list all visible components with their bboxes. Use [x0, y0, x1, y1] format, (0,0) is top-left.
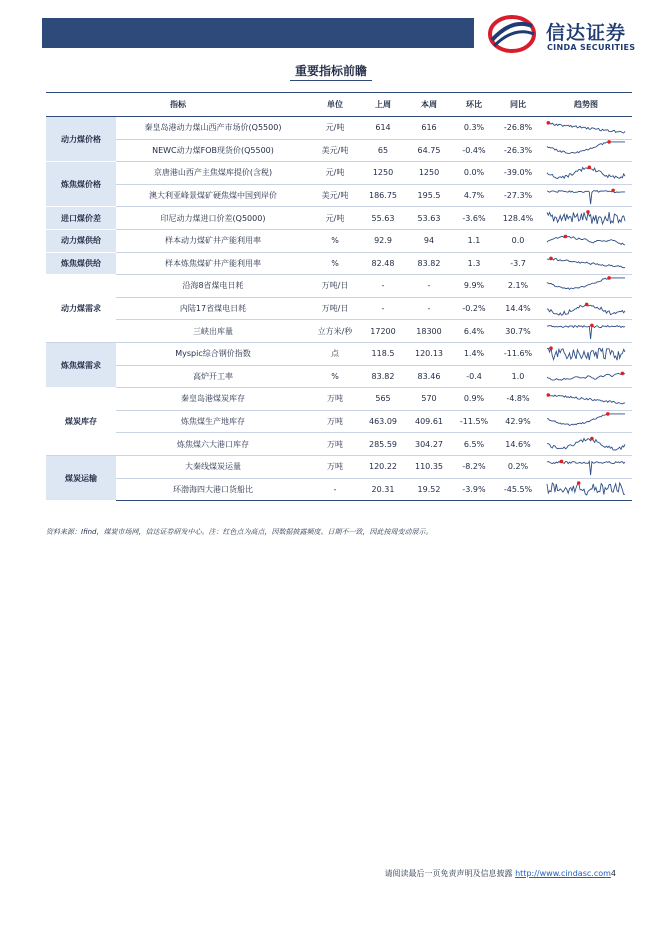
trend-cell	[540, 478, 632, 501]
trend-peak-marker	[586, 210, 590, 214]
indicator-name: 高炉开工率	[116, 365, 310, 388]
table-row	[46, 388, 632, 411]
unit-cell: %	[310, 365, 360, 388]
this-week-value: 53.63	[406, 207, 452, 230]
trend-sparkline	[546, 344, 626, 364]
trend-line	[547, 413, 625, 425]
yoy-change: 128.4%	[496, 207, 540, 230]
category-cell: 动力煤需求	[46, 275, 116, 343]
header-unit: 单位	[310, 93, 360, 117]
last-week-value: 186.75	[360, 184, 406, 207]
trend-cell	[540, 365, 632, 388]
trend-sparkline	[546, 321, 626, 341]
indicator-name: 秦皇岛港煤炭库存	[116, 388, 310, 411]
table-row	[46, 410, 632, 433]
trend-peak-marker	[560, 459, 564, 463]
wow-change: -8.2%	[452, 455, 496, 478]
trend-peak-marker	[611, 188, 615, 192]
table-header-row	[46, 93, 632, 117]
table-row	[46, 229, 632, 252]
unit-cell: %	[310, 229, 360, 252]
trend-peak-marker	[549, 346, 553, 350]
indicator-table-wrap	[46, 92, 632, 501]
wow-change: 1.4%	[452, 342, 496, 365]
category-cell: 动力煤价格	[46, 117, 116, 162]
yoy-change: 14.6%	[496, 433, 540, 456]
trend-sparkline	[546, 299, 626, 319]
yoy-change: -26.8%	[496, 117, 540, 140]
wow-change: 6.4%	[452, 320, 496, 343]
trend-cell	[540, 117, 632, 140]
this-week-value: 19.52	[406, 478, 452, 501]
trend-line	[547, 190, 625, 204]
header-trend: 趋势图	[540, 93, 632, 117]
logo-mark-icon	[488, 14, 536, 54]
trend-cell	[540, 184, 632, 207]
header-wow: 环比	[452, 93, 496, 117]
table-row	[46, 455, 632, 478]
last-week-value: 17200	[360, 320, 406, 343]
trend-peak-marker	[547, 393, 551, 397]
table-row	[46, 275, 632, 298]
unit-cell: 元/吨	[310, 117, 360, 140]
indicator-name: Myspic综合钢价指数	[116, 342, 310, 365]
trend-sparkline	[546, 163, 626, 183]
trend-line	[547, 278, 625, 290]
last-week-value: 118.5	[360, 342, 406, 365]
this-week-value: 1250	[406, 162, 452, 185]
trend-cell	[540, 275, 632, 298]
this-week-value: 83.46	[406, 365, 452, 388]
trend-line	[547, 167, 625, 178]
wow-change: 1.1	[452, 229, 496, 252]
indicator-name: 澳大利亚峰景煤矿硬焦煤中国到岸价	[116, 184, 310, 207]
wow-change: -0.4%	[452, 139, 496, 162]
unit-cell: -	[310, 478, 360, 501]
trend-cell	[540, 342, 632, 365]
trend-cell	[540, 207, 632, 230]
last-week-value: 614	[360, 117, 406, 140]
header-last-week: 上周	[360, 93, 406, 117]
yoy-change: -45.5%	[496, 478, 540, 501]
category-cell: 进口煤价差	[46, 207, 116, 230]
last-week-value: 65	[360, 139, 406, 162]
this-week-value: 110.35	[406, 455, 452, 478]
last-week-value: 285.59	[360, 433, 406, 456]
trend-peak-marker	[577, 481, 581, 485]
trend-peak-marker	[606, 412, 610, 416]
table-row	[46, 139, 632, 162]
title-underline	[290, 80, 372, 81]
trend-cell	[540, 433, 632, 456]
header-yoy: 同比	[496, 93, 540, 117]
unit-cell: 万吨/日	[310, 275, 360, 298]
trend-sparkline	[546, 434, 626, 454]
header-this-week: 本周	[406, 93, 452, 117]
unit-cell: 万吨	[310, 410, 360, 433]
yoy-change: 2.1%	[496, 275, 540, 298]
unit-cell: 万吨	[310, 455, 360, 478]
table-row	[46, 297, 632, 320]
trend-sparkline	[546, 366, 626, 386]
yoy-change: -4.8%	[496, 388, 540, 411]
this-week-value: 64.75	[406, 139, 452, 162]
category-cell: 炼焦煤供给	[46, 252, 116, 275]
indicator-name: 环渤海四大港口货船比	[116, 478, 310, 501]
trend-peak-marker	[585, 302, 589, 306]
indicator-name: 印尼动力煤进口价差(Q5000)	[116, 207, 310, 230]
trend-sparkline	[546, 140, 626, 160]
yoy-change: -3.7	[496, 252, 540, 275]
trend-sparkline	[546, 276, 626, 296]
yoy-change: -39.0%	[496, 162, 540, 185]
trend-cell	[540, 388, 632, 411]
wow-change: -0.4	[452, 365, 496, 388]
unit-cell: 立方米/秒	[310, 320, 360, 343]
trend-line	[547, 326, 625, 340]
indicator-name: 秦皇岛港动力煤山西产市场价(Q5500)	[116, 117, 310, 140]
trend-line	[547, 236, 625, 245]
trend-line	[547, 212, 625, 224]
this-week-value: 570	[406, 388, 452, 411]
trend-line	[547, 395, 625, 404]
wow-change: 6.5%	[452, 433, 496, 456]
trend-cell	[540, 252, 632, 275]
this-week-value: 616	[406, 117, 452, 140]
last-week-value: 82.48	[360, 252, 406, 275]
yoy-change: 30.7%	[496, 320, 540, 343]
this-week-value: -	[406, 297, 452, 320]
yoy-change: -11.6%	[496, 342, 540, 365]
wow-change: -0.2%	[452, 297, 496, 320]
indicator-name: 样本动力煤矿井产能利用率	[116, 229, 310, 252]
table-row	[46, 252, 632, 275]
last-week-value: 83.82	[360, 365, 406, 388]
logo-text-cn: 信达证券	[546, 22, 627, 44]
table-row	[46, 320, 632, 343]
indicator-name: 内陆17省煤电日耗	[116, 297, 310, 320]
trend-sparkline	[546, 231, 626, 251]
table-row	[46, 342, 632, 365]
trend-sparkline	[546, 479, 626, 499]
trend-sparkline	[546, 208, 626, 228]
indicator-name: 样本炼焦煤矿井产能利用率	[116, 252, 310, 275]
indicator-name: 大秦线煤炭运量	[116, 455, 310, 478]
trend-line	[547, 439, 625, 451]
wow-change: 0.3%	[452, 117, 496, 140]
page-number: 4	[610, 869, 616, 878]
wow-change: -3.6%	[452, 207, 496, 230]
table-row	[46, 162, 632, 185]
this-week-value: 83.82	[406, 252, 452, 275]
table-row	[46, 433, 632, 456]
trend-sparkline	[546, 186, 626, 206]
trend-sparkline	[546, 253, 626, 273]
wow-change: 4.7%	[452, 184, 496, 207]
trend-line	[547, 461, 625, 475]
last-week-value: 1250	[360, 162, 406, 185]
yoy-change: 14.4%	[496, 297, 540, 320]
trend-cell	[540, 162, 632, 185]
indicator-name: NEWC动力煤FOB现货价(Q5500)	[116, 139, 310, 162]
trend-sparkline	[546, 389, 626, 409]
table-row	[46, 207, 632, 230]
this-week-value: -	[406, 275, 452, 298]
footer-disclaimer: 请阅读最后一页免责声明及信息披露	[384, 869, 516, 878]
trend-peak-marker	[590, 437, 594, 441]
wow-change: 9.9%	[452, 275, 496, 298]
category-cell: 炼焦煤价格	[46, 162, 116, 207]
trend-cell	[540, 320, 632, 343]
last-week-value: -	[360, 297, 406, 320]
this-week-value: 18300	[406, 320, 452, 343]
last-week-value: 55.63	[360, 207, 406, 230]
last-week-value: 120.22	[360, 455, 406, 478]
this-week-value: 120.13	[406, 342, 452, 365]
source-note: 资料来源：Ifind，煤炭市场网，信达证券研发中心。注：红色点为高点，因数据披露频度、日期不一致，因此按周变动展示。	[46, 528, 433, 536]
trend-peak-marker	[588, 165, 592, 169]
trend-peak-marker	[607, 140, 611, 144]
company-logo	[488, 14, 648, 54]
trend-peak-marker	[547, 121, 551, 125]
wow-change: -3.9%	[452, 478, 496, 501]
last-week-value: 20.31	[360, 478, 406, 501]
wow-change: 0.9%	[452, 388, 496, 411]
trend-line	[547, 483, 625, 495]
last-week-value: 565	[360, 388, 406, 411]
trend-line	[547, 142, 625, 154]
header-indicator: 指标	[46, 93, 310, 117]
table-row	[46, 184, 632, 207]
trend-sparkline	[546, 118, 626, 138]
table-row	[46, 117, 632, 140]
category-cell: 炼焦煤需求	[46, 342, 116, 387]
yoy-change: -27.3%	[496, 184, 540, 207]
footer-link[interactable]: http://www.cindasc.com	[515, 869, 611, 878]
trend-cell	[540, 455, 632, 478]
trend-cell	[540, 139, 632, 162]
yoy-change: 0.2%	[496, 455, 540, 478]
page-title: 重要指标前瞻	[294, 64, 367, 78]
trend-peak-marker	[549, 257, 553, 261]
indicator-table	[46, 92, 632, 501]
unit-cell: %	[310, 252, 360, 275]
indicator-name: 炼焦煤生产地库存	[116, 410, 310, 433]
unit-cell: 美元/吨	[310, 184, 360, 207]
footer	[385, 868, 616, 879]
this-week-value: 304.27	[406, 433, 452, 456]
header-bar	[42, 18, 474, 48]
trend-cell	[540, 297, 632, 320]
table-body	[46, 117, 632, 501]
yoy-change: 0.0	[496, 229, 540, 252]
wow-change: 1.3	[452, 252, 496, 275]
indicator-name: 京唐港山西产主焦煤库提价(含税)	[116, 162, 310, 185]
trend-line	[547, 348, 625, 360]
trend-line	[547, 123, 625, 133]
indicator-name: 三峡出库量	[116, 320, 310, 343]
trend-peak-marker	[564, 234, 568, 238]
logo-text-en: CINDA SECURITIES	[547, 43, 636, 52]
yoy-change: 42.9%	[496, 410, 540, 433]
wow-change: -11.5%	[452, 410, 496, 433]
yoy-change: 1.0	[496, 365, 540, 388]
trend-sparkline	[546, 412, 626, 432]
category-cell: 动力煤供给	[46, 229, 116, 252]
trend-sparkline	[546, 457, 626, 477]
unit-cell: 元/吨	[310, 162, 360, 185]
last-week-value: 92.9	[360, 229, 406, 252]
yoy-change: -26.3%	[496, 139, 540, 162]
table-row	[46, 365, 632, 388]
trend-cell	[540, 410, 632, 433]
indicator-name: 沿海8省煤电日耗	[116, 275, 310, 298]
table-row	[46, 478, 632, 501]
this-week-value: 195.5	[406, 184, 452, 207]
trend-line	[547, 374, 625, 381]
wow-change: 0.0%	[452, 162, 496, 185]
unit-cell: 万吨	[310, 388, 360, 411]
this-week-value: 94	[406, 229, 452, 252]
unit-cell: 美元/吨	[310, 139, 360, 162]
trend-cell	[540, 229, 632, 252]
last-week-value: -	[360, 275, 406, 298]
unit-cell: 万吨	[310, 433, 360, 456]
trend-peak-marker	[607, 276, 611, 280]
trend-line	[547, 259, 625, 268]
category-cell: 煤炭库存	[46, 388, 116, 456]
unit-cell: 万吨/日	[310, 297, 360, 320]
unit-cell: 元/吨	[310, 207, 360, 230]
indicator-name: 炼焦煤六大港口库存	[116, 433, 310, 456]
this-week-value: 409.61	[406, 410, 452, 433]
last-week-value: 463.09	[360, 410, 406, 433]
trend-peak-marker	[590, 324, 594, 328]
unit-cell: 点	[310, 342, 360, 365]
category-cell: 煤炭运输	[46, 455, 116, 500]
trend-peak-marker	[621, 372, 625, 376]
